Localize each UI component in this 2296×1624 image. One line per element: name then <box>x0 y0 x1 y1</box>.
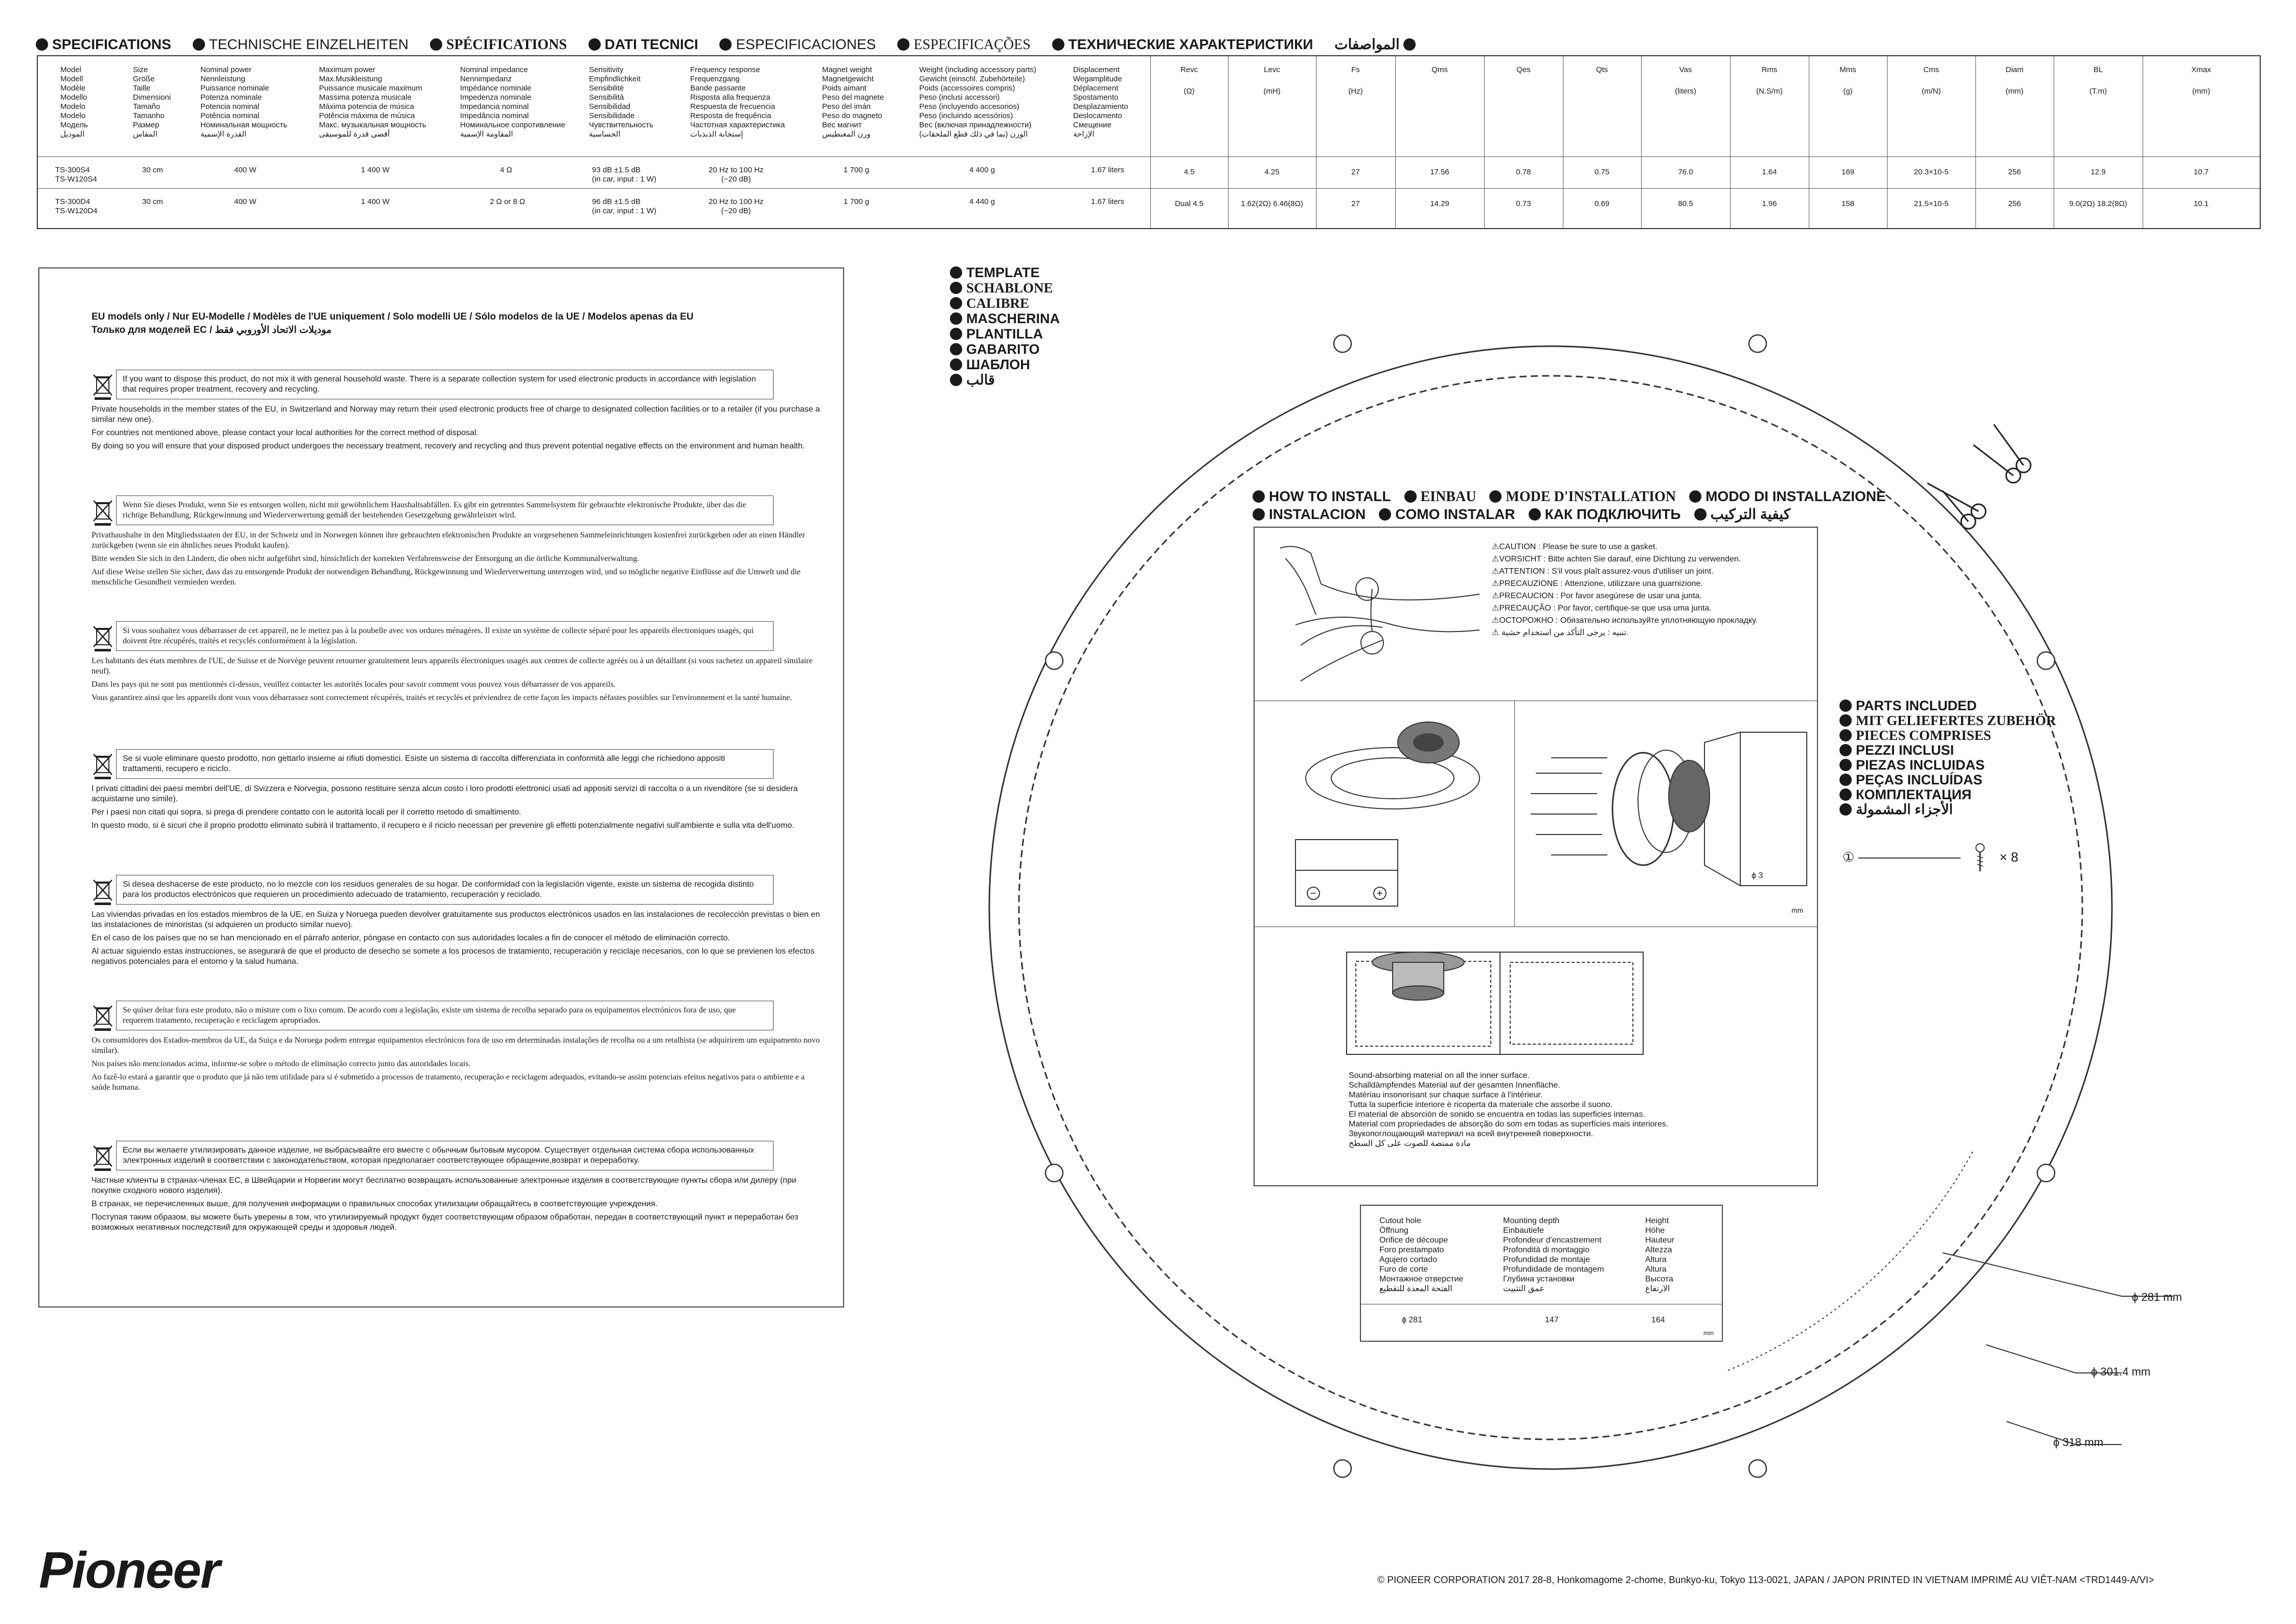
speaker-terminal-illustration <box>1265 712 1505 921</box>
template-item <box>950 280 1060 296</box>
disposal-details <box>92 1176 823 1233</box>
col-max-power: Maximum power Max.Musikleistung Puissance musicale maximum Massima potenza musicale Máxima potencia de música Potência máxima de música Макс. музыкальная мощность أقصى قدرة للموسيقى <box>319 65 426 139</box>
disposal-notice-box: Wenn Sie dieses Produkt, wenn Sie es entsorgen wollen, nicht mit gewöhnlichem Haushaltsabfällen. Es gibt ein getrenntes Sammelsystem für gebrauchte elektronische Produkte, über das die richtige Behandlung, Rückgewinnung und Wiederverwertung gemäß der bestehenden Gesetzgebung gewährleistet wird. <box>116 495 774 525</box>
installation-diagram-box <box>1254 527 1818 1186</box>
disposal-block <box>92 370 833 455</box>
row1-impedance: 4 Ω <box>500 166 512 174</box>
col-impedance: Nominal impedance Nennimpedanz Impédance nominale Impedenza nominale Impedancia nominal Impedância nominal Номинальное сопротивление المقاومة الإسمية <box>460 65 565 139</box>
mounting-depth-labels <box>1503 1216 1604 1294</box>
spec-heading-ru: ТЕХНИЧЕСКИЕ ХАРАКТЕРИСТИКИ <box>1068 36 1313 52</box>
screw-icon <box>1972 843 1988 873</box>
param-value: 17.56 <box>1430 168 1449 176</box>
disposal-notice-box: Если вы желаете утилизировать данное изделие, не выбрасывайте его вместе с обычным бытовым мусором. Существует отдельная система сбора использованных электронных изделий в соответствии с законодательством, которая предполагает соответствующее обращение,возврат и переработку. <box>116 1141 774 1170</box>
param-unit-bl: (T.m) <box>2089 87 2107 96</box>
mounting-hole <box>1334 1460 1351 1477</box>
col-nominal-power: Nominal power Nennleistung Puissance nominale Potenza nominale Potencia nominal Potência nominal Номинальная мощность القدرة الإسمية <box>200 65 287 139</box>
crossed-bin-icon <box>92 878 114 906</box>
param-value: Dual 4.5 <box>1175 199 1203 208</box>
param-value: 21.5×10-5 <box>1914 199 1949 208</box>
install-heading-label: INSTALACION <box>1269 506 1366 522</box>
disposal-block <box>92 875 833 970</box>
dims-label: Öffnung <box>1379 1226 1408 1235</box>
disposal-notice-box: Se si vuole eliminare questo prodotto, non gettarlo insieme ai rifiuti domestici. Esiste un sistema di raccolta differenziata in conformità alle leggi che richiedono appositi trattamenti, recupero e riciclo. <box>116 749 774 779</box>
col-size: Size Größe Taille Dimensioni Tamaño Tamanho Размер المقاس <box>133 65 171 139</box>
disposal-block <box>92 749 833 834</box>
parts-item <box>1839 698 2056 713</box>
crossed-bin-icon <box>92 752 114 780</box>
parts-label: PEÇAS INCLUÍDAS <box>1856 772 1983 787</box>
dims-label: Altura <box>1645 1255 1667 1264</box>
sound-line: Tutta la superficie interiore è ricoperta da materiale che assorbe il suono. <box>1349 1100 1613 1109</box>
mounting-depth-value: 147 <box>1545 1316 1559 1324</box>
gasket-caution-text <box>1492 541 1758 639</box>
caution-line: ⚠PRECAUCION : Por favor asegúrese de usar una junta. <box>1492 592 1702 600</box>
param-value: 76.0 <box>1678 168 1693 176</box>
eu-models-line1: EU models only / Nur EU-Modelle / Modèles de l'UE uniquement / Solo modelli UE / Sólo modelos de la UE / Modelos apenas da EU <box>92 311 694 322</box>
disposal-details <box>92 530 823 588</box>
sound-line: Material com propriedades de absorção do som em todas as superfícies mais interiores. <box>1349 1120 1669 1129</box>
speaker-mounting-illustration <box>1520 712 1812 921</box>
param-value: 4.25 <box>1264 168 1280 176</box>
caution-line: ⚠ تنبيه : يرجى التأكد من استخدام حشية. <box>1492 628 1629 637</box>
param-unit-vas: (liters) <box>1675 87 1696 96</box>
template-label: GABARITO <box>966 342 1040 357</box>
cutout-hole-value: ϕ 281 <box>1402 1316 1423 1324</box>
disposal-paragraph: Поступая таким образом, вы можете быть уверены в том, что утилизируемый продукт будет соответствующим образом обработан, передан в соответствующий пункт и переработан без возможных негативных последствий для окружающей среды и здоровья людей. <box>92 1213 799 1232</box>
param-value: 12.9 <box>2090 168 2106 176</box>
dims-label: الفتحة المعدة للتقطيع <box>1379 1284 1452 1293</box>
crossed-bin-icon <box>92 499 114 526</box>
caution-line: ⚠ОСТОРОЖНО : Обязательно используйте уплотняющую прокладку. <box>1492 616 1758 625</box>
install-heading-label: EINBAU <box>1420 489 1476 505</box>
disposal-paragraph: Les habitants des états membres de l'UE, de Suisse et de Norvège peuvent retourner gratuitement leurs appareils électroniques usagés aux centres de collecte agréés ou à un détaillant (si vous rachetez un appareil similaire neuf). <box>92 657 813 675</box>
param-header-vas: Vas <box>1679 65 1692 74</box>
row2-weight: 4 440 g <box>969 197 995 206</box>
template-label: TEMPLATE <box>966 265 1040 280</box>
disposal-details <box>92 1035 823 1093</box>
disposal-paragraph: Auf diese Weise stellen Sie sicher, dass das zu entsorgende Produkt der notwendigen Behandlung, Rückgewinnung und Wiederverwertung unterzogen wird, und so mögliche negative Einflüsse auf die Umwelt und die menschliche Gesundheit vermieden werden. <box>92 568 801 587</box>
param-unit-levc: (mH) <box>1263 87 1281 96</box>
col-sensitivity: Sensitivity Empfindlichkeit Sensibilité Sensibilità Sensibilidad Sensibilidade Чувствительность الحساسية <box>589 65 653 139</box>
param-value: 0.75 <box>1594 168 1610 176</box>
param-value: 0.69 <box>1594 199 1610 208</box>
parts-item <box>1839 743 2056 758</box>
spec-heading-es: ESPECIFICACIONES <box>736 36 876 52</box>
param-value: 158 <box>1841 199 1855 208</box>
row1-sensitivity: 93 dB ±1.5 dB (in car, input : 1 W) <box>592 166 656 184</box>
disposal-paragraph: В странах, не перечисленных выше, для получения информации о правильных способах утилизации обращайтесь в соответствующие учреждения. <box>92 1200 658 1208</box>
install-heading-item <box>1694 506 1791 522</box>
crossed-bin-icon <box>92 624 114 652</box>
diameter-301-label: ϕ 301.4 mm <box>2091 1365 2151 1378</box>
mounting-hole <box>1045 1164 1063 1182</box>
param-header-mms: Mms <box>1839 65 1856 74</box>
row2-frequency: 20 Hz to 100 Hz (−20 dB) <box>709 197 764 215</box>
install-heading-item <box>1253 506 1366 522</box>
disposal-paragraph: Private households in the member states of the EU, in Switzerland and Norway may return their used electronic products free of charge to designated collection facilities or to a retailer (if you purchase a similar new one). <box>92 405 820 424</box>
row1-nominal-power: 400 W <box>234 166 257 174</box>
mm-unit-label: mm <box>1791 906 1804 914</box>
dims-label: Foro prestampato <box>1379 1246 1444 1254</box>
crossed-bin-icon <box>92 1144 114 1171</box>
specifications-table <box>37 55 2261 229</box>
disposal-block <box>92 621 833 706</box>
dimension-leaders <box>1943 1253 2173 1445</box>
row2-nominal-power: 400 W <box>234 197 257 206</box>
disposal-notice-box: If you want to dispose this product, do not mix it with general household waste. There is a separate collection system for used electronic products in accordance with legislation that requires proper treatment, recovery and recycling. <box>116 370 774 399</box>
param-unit-cms: (m/N) <box>1921 87 1941 96</box>
dims-label: Profundidad de montaje <box>1503 1255 1590 1264</box>
spec-heading-de: TECHNISCHE EINZELHEITEN <box>209 36 409 52</box>
param-unit-revc: (Ω) <box>1184 87 1195 96</box>
disposal-paragraph: En el caso de los países que no se han mencionado en el párrafo anterior, póngase en contacto con sus autoridades locales a fin de conocer el método de eliminación correcto. <box>92 934 730 942</box>
crossed-bin-icon <box>92 373 114 400</box>
spec-heading-en: SPECIFICATIONS <box>52 36 171 52</box>
install-heading-item <box>1379 506 1515 522</box>
how-to-install-heading <box>1253 488 1899 523</box>
row1-weight: 4 400 g <box>969 166 995 174</box>
parts-label: PIEZAS INCLUIDAS <box>1856 757 1985 773</box>
spec-heading-pt: ESPECIFICAÇÕES <box>914 37 1031 53</box>
spec-heading-ar: المواصفات <box>1334 36 1400 52</box>
disposal-paragraph: By doing so you will ensure that your disposed product undergoes the necessary treatment, recovery and recycling and thus prevent potential negative effects on the environment and human health. <box>92 442 805 450</box>
sound-line: El material de absorción de sonido se encuentra en todas las superficies internas. <box>1349 1110 1645 1119</box>
caution-line: ⚠ATTENTION : S'il vous plaît assurez-vous d'utiliser un joint. <box>1492 567 1714 576</box>
dims-label: Profondità di montaggio <box>1503 1246 1589 1254</box>
part-number: ① <box>1843 849 1855 865</box>
mounting-hole <box>2037 1164 2055 1182</box>
diameter-318-label: ϕ 318 mm <box>2053 1436 2103 1449</box>
parts-label: КОМПЛЕКТАЦИЯ <box>1856 787 1972 802</box>
dims-label: Hauteur <box>1645 1236 1674 1245</box>
caution-line: ⚠VORSICHT : Bitte achten Sie darauf, eine Dichtung zu verwenden. <box>1492 555 1741 563</box>
install-heading-item <box>1529 506 1681 522</box>
template-label: ШАБЛОН <box>966 357 1030 372</box>
param-value: 1.96 <box>1762 199 1777 208</box>
install-heading-item <box>1404 489 1476 505</box>
mounting-dimensions-table <box>1360 1205 1723 1342</box>
eu-disposal-panel <box>38 267 844 1307</box>
disposal-paragraph: Ao fazê-lo estará a garantir que o produto que já não tem utilidade para si é submetido a processos de tratamento, recuperação e reciclagem adequados, evitando-se assim potenciais efeitos negativos para o ambiente e a saúde humana. <box>92 1073 805 1092</box>
disposal-notice-box: Si vous souhaitez vous débarrasser de cet appareil, ne le mettez pas à la poubelle avec vos ordures ménagères. Il existe un système de collecte séparé pour les appareils électroniques usagés, qui doivent être récupérés, traités et recyclés conformément à la législation. <box>116 621 774 651</box>
disposal-notice-box: Se quiser deitar fora este produto, não o misture com o lixo comum. De acordo com a legislação, existe um sistema de recolha separado para os equipamentos electrónicos fora de uso, que requerem tratamento, recuperação e reciclagem apropriados. <box>116 1001 774 1030</box>
row2-max-power: 1 400 W <box>361 197 390 206</box>
disposal-paragraph: I privati cittadini dei paesi membri dell'UE, di Svizzera e Norvegia, possono restituire senza alcun costo i loro prodotti elettronici usati ad appositi servizi di raccolta o a un rivenditore (se si desidera acquistarne uno simile). <box>92 784 798 803</box>
param-value: 0.73 <box>1516 199 1531 208</box>
parts-label: PEZZI INCLUSI <box>1856 742 1954 758</box>
param-value: 4.5 <box>1184 168 1195 176</box>
install-heading-label: HOW TO INSTALL <box>1269 488 1391 504</box>
row1-max-power: 1 400 W <box>361 166 390 174</box>
install-heading-label: COMO INSTALAR <box>1395 506 1515 522</box>
param-unit-xmax: (mm) <box>2192 87 2210 96</box>
param-value: 1.64 <box>1762 168 1777 176</box>
screw-diameter-label: ϕ 3 <box>1752 871 1763 880</box>
dims-label: Höhe <box>1645 1226 1665 1235</box>
col-displacement: Displacement Wegamplitude Déplacement Spostamento Desplazamiento Deslocamento Смещение الإزاحة <box>1073 65 1128 139</box>
row2-model: TS-300D4 TS-W120D4 <box>55 197 98 215</box>
row1-displacement: 1.67 liters <box>1091 166 1125 174</box>
col-weight: Weight (including accessory parts) Gewicht (einschl. Zubehörteile) Poids (accessoires compris) Peso (inclusi accessori) Peso (incluyendo accesorios) Peso (incluindo acessórios) Вес (включая принадлежности) الوزن (بما في ذلك قطع الملحقات) <box>919 65 1036 139</box>
param-header-qes: Qes <box>1516 65 1531 74</box>
footer-text: © PIONEER CORPORATION 2017 28-8, Honkomagome 2-chome, Bunkyo-ku, Tokyo 113-0021, JAPAN / JAPON PRINTED IN VIETNAM IMPRIMÉ AU VIÊT-NAM <TRD1449-A/VI> <box>1377 1575 2154 1586</box>
col-magnet-weight: Magnet weight Magnetgewicht Poids aimant Peso del magnete Peso del imán Peso do magneto Вес магнит وزن المغنطيس <box>822 65 884 139</box>
spec-heading-fr: SPÉCIFICATIONS <box>446 37 567 53</box>
disposal-paragraph: Dans les pays qui ne sont pas mentionnés ci-dessus, veuillez contacter les autorités locales pour savoir comment vous pouvez vous débarrasser de vos appareils. <box>92 680 616 689</box>
caution-line: ⚠PRECAUÇÃO : Por favor, certifique-se que usa uma junta. <box>1492 604 1712 613</box>
diameter-281-label: ϕ 281 mm <box>2132 1291 2182 1303</box>
param-value: 10.1 <box>2193 199 2209 208</box>
template-label: PLANTILLA <box>966 326 1043 342</box>
disposal-paragraph: Частные клиенты в странах-членах ЕС, в Швейцарии и Норвегии могут бесплатно возвращать использованные электронные изделия в соответствующие пункты сбора или дилеру (при покупке сходного нового изделия). <box>92 1176 797 1195</box>
height-labels <box>1645 1216 1674 1294</box>
dims-label: Altura <box>1645 1265 1667 1274</box>
dims-label: Height <box>1645 1216 1669 1225</box>
param-value: 14.29 <box>1430 199 1449 208</box>
disposal-notice-box: Si desea deshacerse de este producto, no lo mezcle con los residuos generales de su hogar. De conformidad con la legislación vigente, existe un sistema de recogida distinto para los productos electrónicos que requieren un procedimiento adecuado de tratamiento, recuperación y reciclado. <box>116 875 774 905</box>
car-gasket-illustration <box>1265 538 1485 696</box>
scissors-icon <box>1927 483 1986 529</box>
param-header-rms: Rms <box>1761 65 1778 74</box>
disposal-paragraph: Bitte wenden Sie sich in den Ländern, die oben nicht aufgeführt sind, hinsichtlich der korrekten Verfahrensweise der Entsorgung an die örtliche Kommunalverwaltung. <box>92 554 640 563</box>
param-value: 27 <box>1351 168 1360 176</box>
param-value: 256 <box>2008 168 2021 176</box>
param-header-qts: Qts <box>1596 65 1608 74</box>
param-header-diam: Diam <box>2005 65 2024 74</box>
param-header-revc: Revc <box>1180 65 1198 74</box>
crossed-bin-icon <box>92 1004 114 1031</box>
install-heading-label: كيفية التركيب <box>1710 506 1791 522</box>
dims-label: Furo de corte <box>1379 1265 1428 1274</box>
dims-label: عمق التثبيت <box>1503 1284 1544 1293</box>
parts-included-heading <box>1839 698 2056 817</box>
param-header-cms: Cms <box>1923 65 1939 74</box>
install-heading-item <box>1253 488 1391 504</box>
disposal-paragraph: Os consumidores dos Estados-membros da UE, da Suiça e da Noruega podem entregar equipamentos electrónicos fora de uso em determinadas instalações de recolha ou a um retalhista (se adquirirem um equipamento novo similar). <box>92 1036 820 1055</box>
row2-size: 30 cm <box>142 197 163 206</box>
install-heading-item <box>1689 488 1886 504</box>
dims-label: Altezza <box>1645 1246 1672 1254</box>
row1-frequency: 20 Hz to 100 Hz (−20 dB) <box>709 166 764 184</box>
sound-line: Sound-absorbing material on all the inner surface. <box>1349 1071 1530 1080</box>
eu-models-line2: Только для моделей ЕС / موديلات الاتحاد الأوروبي فقط <box>92 325 332 335</box>
row2-impedance: 2 Ω or 8 Ω <box>490 197 526 206</box>
param-value: 1.62(2Ω) 6.46(8Ω) <box>1241 199 1303 208</box>
enclosure-illustration <box>1342 942 1658 1070</box>
col-frequency-response: Frequency response Frequenzgang Bande passante Risposta alla frequenza Respuesta de frecuencia Resposta de frequência Частотная характеристика إستجابة الذبذبات <box>690 65 785 139</box>
pioneer-logo: Pioneer <box>39 1542 219 1599</box>
param-value: 80.5 <box>1678 199 1693 208</box>
param-header-xmax: Xmax <box>2191 65 2211 74</box>
mounting-hole <box>1749 1460 1766 1477</box>
dims-label: Глубина установки <box>1503 1275 1575 1283</box>
eu-models-heading <box>92 310 693 337</box>
param-value: 169 <box>1841 168 1855 176</box>
install-heading-label: КАК ПОДКЛЮЧИТЬ <box>1544 506 1681 522</box>
parts-item <box>1839 728 2056 743</box>
sound-line: مادة ممتصة للصوت على كل السطح <box>1349 1139 1471 1148</box>
mounting-hole <box>2037 652 2055 669</box>
disposal-paragraph: Per i paesi non citati qui sopra, si prega di prendere contatto con le autorità locali per il corretto metodo di smaltimento. <box>92 808 521 817</box>
height-value: 164 <box>1651 1316 1665 1324</box>
dims-label: Profundidade de montagem <box>1503 1265 1604 1274</box>
disposal-details <box>92 404 823 452</box>
disposal-block <box>92 1001 833 1096</box>
parts-label: MIT GELIEFERTES ZUBEHÖR <box>1856 713 2056 728</box>
disposal-block <box>92 1141 833 1236</box>
disposal-paragraph: Las viviendas privadas en los estados miembros de la UE, en Suiza y Noruega pueden devolver gratuitamente sus productos electrónicos usados en las instalaciones de recolección previstas o bien en las instalaciones de minoristas (si adquieren un producto similar nuevo). <box>92 910 820 929</box>
disposal-details <box>92 910 823 967</box>
template-label: MASCHERINA <box>966 311 1060 326</box>
parts-row <box>1843 843 2018 873</box>
param-value: 256 <box>2008 199 2021 208</box>
disposal-paragraph: In questo modo, si è sicuri che il proprio prodotto eliminato subirà il trattamento, il recupero e il riciclo necessari per prevenire gli effetti potenzialmente negativi sull'ambiente e sulla vita dell'uomo. <box>92 821 794 830</box>
dims-label: Profondeur d'encastrement <box>1503 1236 1602 1245</box>
scissors-icon <box>1973 424 2031 483</box>
row1-magnet: 1 700 g <box>844 166 870 174</box>
parts-item <box>1839 713 2056 728</box>
parts-item <box>1839 802 2056 817</box>
dims-label: Einbautiefe <box>1503 1226 1544 1235</box>
disposal-details <box>92 784 823 831</box>
param-unit-fs: (Hz) <box>1348 87 1363 96</box>
sound-line: Звукопоглощающий материал на всей внутренней поверхности. <box>1349 1130 1594 1138</box>
dims-label: Высота <box>1645 1275 1673 1283</box>
template-item <box>950 265 1060 280</box>
param-value: 27 <box>1351 199 1360 208</box>
dims-label: Agujero cortado <box>1379 1255 1437 1264</box>
disposal-paragraph: Al actuar siguiendo estas instrucciones, se asegurará de que el producto de desecho se somete a los procesos de tratamiento, recuperación y reciclaje necesarios, con lo que se previenen los efectos negativos potenciales para el entorno y la salud humana. <box>92 947 815 966</box>
param-unit-mms: (g) <box>1843 87 1853 96</box>
disposal-paragraph: Nos países não mencionados acima, informe-se sobre o método de eliminação correcto junto das autoridades locais. <box>92 1059 471 1068</box>
template-label: SCHABLONE <box>966 280 1053 296</box>
cutout-hole-labels <box>1379 1216 1463 1294</box>
param-value: 0.78 <box>1516 168 1531 176</box>
row2-magnet: 1 700 g <box>844 197 870 206</box>
dims-label: Mounting depth <box>1503 1216 1560 1225</box>
param-header-qms: Qms <box>1431 65 1448 74</box>
template-label: CALIBRE <box>966 296 1030 311</box>
param-header-fs: Fs <box>1351 65 1360 74</box>
dims-label: الارتفاع <box>1645 1284 1670 1293</box>
param-value: 9.0(2Ω) 18.2(8Ω) <box>2069 199 2127 208</box>
sound-line: Schalldämpfendes Material auf der gesamten Innenfläche. <box>1349 1081 1560 1090</box>
parts-label: PARTS INCLUDED <box>1856 698 1977 713</box>
install-heading-label: MODE D'INSTALLATION <box>1506 489 1676 505</box>
caution-line: ⚠CAUTION : Please be sure to use a gasket. <box>1492 543 1657 551</box>
template-label: قالب <box>966 372 995 388</box>
svg-text:+: + <box>1376 888 1383 898</box>
param-value: 10.7 <box>2193 168 2209 176</box>
row1-model: TS-300S4 TS-W120S4 <box>55 166 97 184</box>
param-header-levc: Levc <box>1264 65 1280 74</box>
specifications-heading <box>36 36 1437 53</box>
mounting-hole <box>1749 335 1766 352</box>
dims-label: Cutout hole <box>1379 1216 1421 1225</box>
parts-item <box>1839 773 2056 787</box>
disposal-paragraph: For countries not mentioned above, please contact your local authorities for the correct method of disposal. <box>92 428 479 437</box>
disposal-block <box>92 495 833 591</box>
disposal-paragraph: Vous garantirez ainsi que les appareils dont vous vous débarrassez sont correctement récupérés, traités et recyclés et préviendrez de cette façon les impacts néfastes possibles sur l'environnement et la santé humaine. <box>92 693 792 702</box>
param-header-bl: BL <box>2093 65 2103 74</box>
svg-text:−: − <box>1310 888 1317 898</box>
param-unit-diam: (mm) <box>2006 87 2024 96</box>
mounting-hole <box>1045 652 1063 669</box>
spec-heading-it: DATI TECNICI <box>604 36 698 52</box>
dims-label: Orifice de découpe <box>1379 1236 1448 1245</box>
param-value: 20.3×10-5 <box>1914 168 1949 176</box>
parts-label: الأجزاء المشمولة <box>1856 802 1953 817</box>
col-model: Model Modell Modèle Modello Modelo Modelo Модель الموديل <box>60 65 88 139</box>
install-heading-item <box>1489 489 1676 505</box>
parts-label: PIECES COMPRISES <box>1856 728 1991 743</box>
caution-line: ⚠PRECAUZIONE : Attenzione, utilizzare una guarnizione. <box>1492 579 1703 588</box>
part-quantity: × 8 <box>1999 849 2018 865</box>
mounting-hole <box>1334 335 1351 352</box>
row2-displacement: 1.67 liters <box>1091 197 1125 206</box>
sound-absorbing-text <box>1349 1071 1668 1148</box>
disposal-details <box>92 656 823 703</box>
parts-item <box>1839 758 2056 773</box>
install-heading-label: MODO DI INSTALLAZIONE <box>1706 488 1886 504</box>
dims-unit: mm <box>1703 1329 1714 1337</box>
dims-label: Монтажное отверстие <box>1379 1275 1464 1283</box>
parts-item <box>1839 787 2056 802</box>
param-unit-rms: (N.S/m) <box>1756 87 1783 96</box>
row1-size: 30 cm <box>142 166 163 174</box>
row2-sensitivity: 96 dB ±1.5 dB (in car, input : 1 W) <box>592 197 656 215</box>
disposal-paragraph: Privathaushalte in den Mitgliedsstaaten der EU, in der Schweiz und in Norwegen können ihre gebrauchten elektronischen Produkte an vorgesehenen Sammeleinrichtungen kostenfrei zurückgeben oder an einen Händler zurückgeben (wenn sie ein ähnliches neues Produkt kaufen). <box>92 531 805 550</box>
sound-line: Matériau insonorisant sur chaque surface à l'intérieur. <box>1349 1091 1543 1099</box>
